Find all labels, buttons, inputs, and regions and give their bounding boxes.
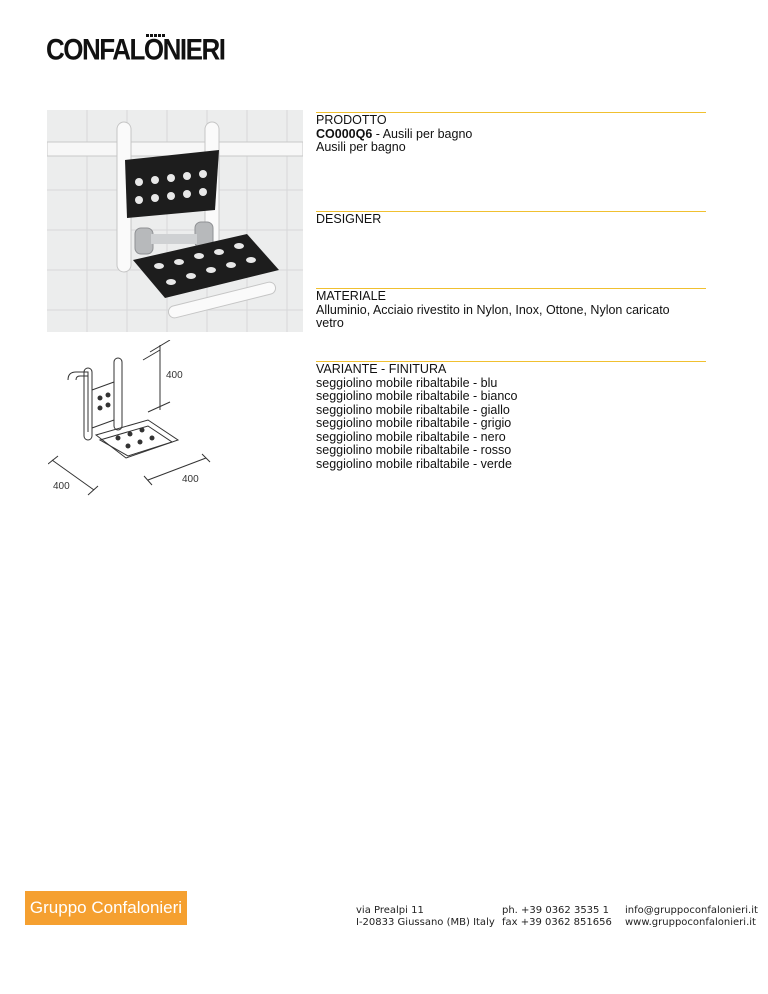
material-section <box>316 288 706 331</box>
designer-section <box>316 211 706 227</box>
website-link[interactable]: www.gruppoconfalonieri.it <box>625 917 756 928</box>
variant-item: seggiolino mobile ribaltabile - rosso <box>316 443 512 457</box>
product-title: PRODOTTO <box>316 113 387 127</box>
material-line: Alluminio, Acciaio rivestito in Nylon, Inox, Ottone, Nylon caricato <box>316 302 670 317</box>
brand-logo <box>46 24 246 67</box>
variant-item: seggiolino mobile ribaltabile - verde <box>316 456 512 471</box>
material-title: MATERIALE <box>316 289 386 303</box>
address-line: via Prealpi 11 <box>356 905 424 916</box>
product-code-suffix: - Ausili per bagno <box>372 126 473 141</box>
product-section <box>316 112 706 155</box>
fax-line: fax +39 0362 851656 <box>502 917 612 928</box>
variant-item: seggiolino mobile ribaltabile - bianco <box>316 389 518 403</box>
logo-text: CONFALONIERI <box>46 32 225 67</box>
product-code: CO000Q6 <box>316 126 373 141</box>
dim-height: 400 <box>166 370 183 381</box>
footer-address <box>356 905 495 929</box>
dim-width: 400 <box>182 474 199 485</box>
product-category: Ausili per bagno <box>316 140 406 154</box>
phone-line: ph. +39 0362 3535 1 <box>502 905 609 916</box>
variant-item: seggiolino mobile ribaltabile - grigio <box>316 416 512 430</box>
email-link[interactable]: info@gruppoconfalonieri.it <box>625 905 758 916</box>
variant-item: seggiolino mobile ribaltabile - giallo <box>316 402 510 417</box>
technical-drawing <box>48 340 308 510</box>
variants-title: VARIANTE - FINITURA <box>316 362 447 376</box>
dim-depth: 400 <box>53 481 70 492</box>
variants-section <box>316 361 706 471</box>
designer-title: DESIGNER <box>316 212 382 226</box>
variant-item: seggiolino mobile ribaltabile - blu <box>316 375 498 390</box>
material-line: vetro <box>316 316 344 330</box>
footer-phone <box>502 905 612 929</box>
address-line: I-20833 Giussano (MB) Italy <box>356 917 495 928</box>
product-code-line <box>316 128 706 142</box>
product-photo <box>47 110 303 332</box>
footer-brand-badge: Gruppo Confalonieri <box>25 891 187 925</box>
variant-item: seggiolino mobile ribaltabile - nero <box>316 429 506 444</box>
footer-web <box>625 905 758 929</box>
